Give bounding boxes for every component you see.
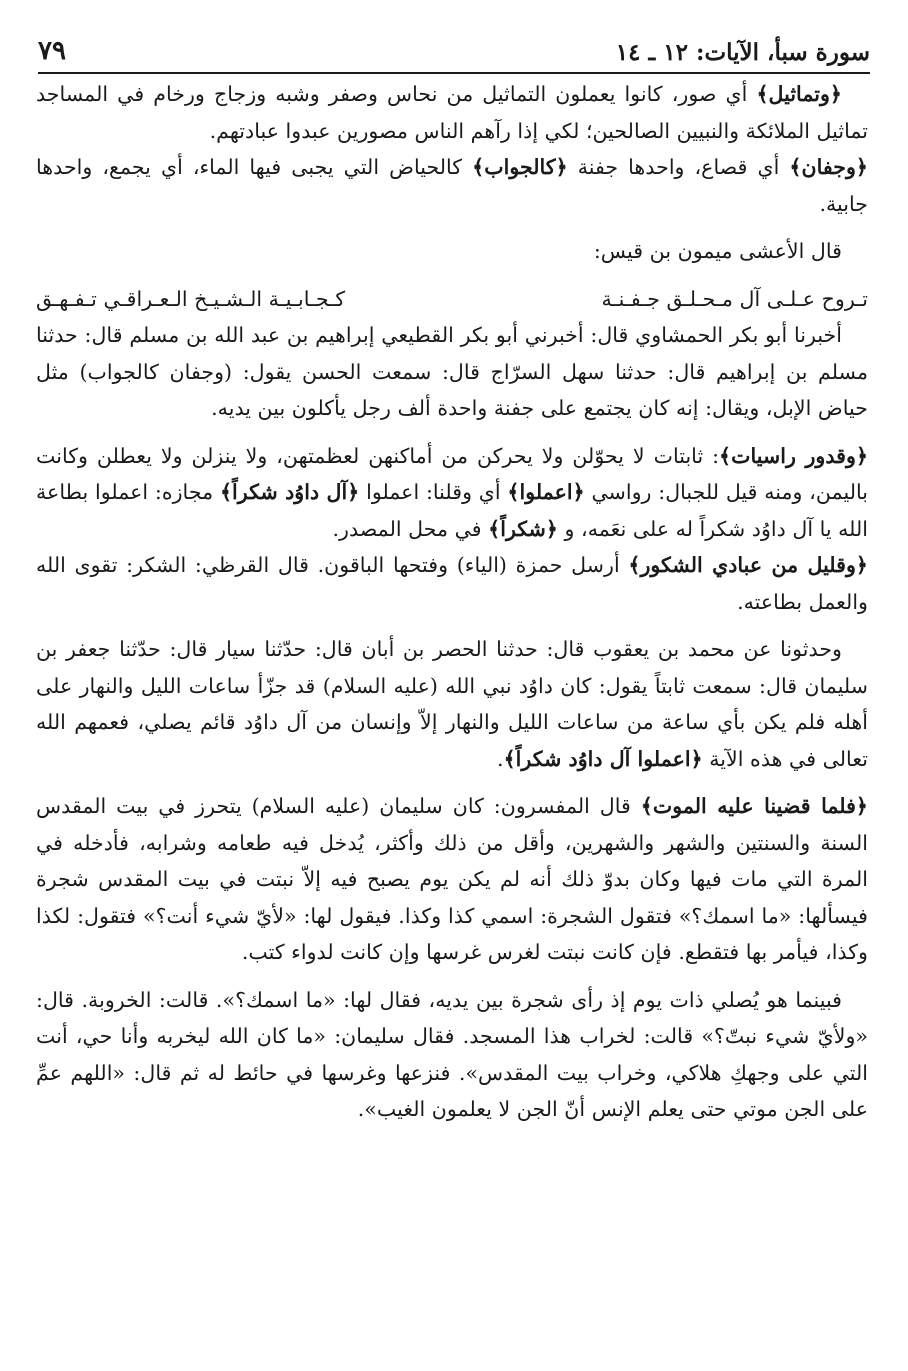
paragraph-text: أخبرنا أبو بكر الحمشاوي قال: أخبرني أبو بكر القطيعي إبراهيم بن عبد الله بن مسلم قال: حدثنا مسلم بن إبراهيم قال: حدثنا سهل السرّاج قال: سمعت الحسن يقول: (وجفان كالجواب) مثل حياض الإبل، ويقال: إنه كان يجتمع على جفنة واحدة ألف رجل يأكلون بين يديه. <box>36 323 868 420</box>
quran-quote: ﴿فلما قضينا عليه الموت﴾ <box>640 794 868 818</box>
paragraph <box>36 149 868 222</box>
paragraph <box>36 547 868 620</box>
quran-quote: ﴿وتماثيل﴾ <box>756 82 842 106</box>
page-body <box>36 76 868 1128</box>
paragraph-text: أي قصاع، واحدها جفنة <box>567 155 790 179</box>
paragraph <box>36 317 868 427</box>
paragraph-text: فبينما هو يُصلي ذات يوم إذ رأى شجرة بين يديه، فقال لها: «ما اسمك؟». قالت: الخروبة. قال: «ولأيّ شيء نبتّ؟» قالت: لخراب هذا المسجد. فقال سليمان: «ما كان الله ليخربه وأنا حي، أنت التي على وجهكِ هلاكي، وخراب بيت المقدس». فنزعها وغرسها في حائط له ثم قال: «اللهم عمِّ على الجن موتي حتى يعلم الإنس أنّ الجن لا يعلمون الغيب». <box>36 987 868 1121</box>
paragraph <box>36 982 868 1128</box>
commentary-block-2 <box>36 317 868 1128</box>
page-header <box>38 22 870 74</box>
quran-quote: ﴿آل داوُد شكراً﴾ <box>219 480 360 504</box>
quran-quote: ﴿شكراً﴾ <box>488 516 559 541</box>
paragraph-text: قال المفسرون: كان سليمان (عليه السلام) يتحرز في بيت المقدس السنة والسنتين والشهر والشهرين، وأقل من ذلك وأكثر، يُدخل فيه طعامه وشرابه، فأدخله في المرة التي مات فيها وكان بدوّ ذلك أنه لم يكن يوم يصبح فيه إلاّ نبتت في بيت المقدس شجرة فيسألها: «ما اسمك؟» فتقول الشجرة: اسمي كذا وكذا. فيقول لها: «لأيّ شيء أنت؟» فتقول: لكذا وكذا، فيأمر بها فتقطع. فإن كانت نبتت لغرس غرسها وإن كانت لدواء كتب. <box>36 794 868 964</box>
verse-second-hemistich: كـجـابـيـة الـشـيـخ الـعـراقـي تـفـهـق <box>36 286 346 311</box>
paragraph <box>36 788 868 971</box>
quran-quote: ﴿وقدور راسيات﴾ <box>719 443 869 468</box>
paragraph-text: مجازه: اعملوا بطاعة الله يا آل داوُد شكراً له على نعَمه، و <box>36 480 868 541</box>
paragraph <box>36 76 868 149</box>
quran-quote: ﴿كالجواب﴾ <box>472 155 568 179</box>
paragraph <box>36 233 868 270</box>
paragraph-text: قال الأعشى ميمون بن قيس: <box>593 239 842 263</box>
quran-quote: ﴿وجفان﴾ <box>789 155 868 179</box>
quran-quote: ﴿اعملوا﴾ <box>507 480 585 504</box>
paragraph <box>36 631 868 777</box>
quran-quote: ﴿اعملوا آل داوُد شكراً﴾ <box>503 746 703 771</box>
paragraph-text: . <box>497 746 504 771</box>
paragraph-text: وحدثونا عن محمد بن يعقوب قال: حدثنا الحصر بن أبان قال: حدّثنا سيار قال: حدّثنا جعفر بن سليمان قال: سمعت ثابتاً يقول: كان داوُد نبي الله (عليه السلام) قد جزّأ ساعات الليل والنهار على أهله فلم يكن بأي ساعة من ساعات الليل والنهار إلاّ وإنسان من آل داوُد قائم يصلي، فعمهم الله تعالى في هذه الآية <box>36 637 868 771</box>
paragraph-text: أي وقلنا: اعملوا <box>359 480 508 504</box>
paragraph-text: : ثابتات لا يحوّلن ولا يحركن من أماكنهن لعظمتهن، ولا ينزلن ولا يعطلن وكانت باليمن، ومنه قيل للجبال: رواسي <box>36 443 868 504</box>
paragraph-text: أي صور، كانوا يعملون التماثيل من نحاس وصفر وشبه وزجاج ورخام في المساجد تماثيل الملائكة والنبيين الصالحين؛ لكي إذا رآهم الناس مصورين عبدوا عبادتهم. <box>36 82 868 143</box>
quran-quote: ﴿وقليل من عبادي الشكور﴾ <box>628 553 868 577</box>
verse-first-hemistich: تـروح عـلـى آل مـحـلـق جـفـنـة <box>601 286 868 311</box>
paragraph <box>36 438 868 548</box>
running-head: سورة سبأ، الآيات: ١٢ ـ ١٤ <box>615 39 870 66</box>
paragraph-text: في محل المصدر. <box>332 516 489 541</box>
page-number: ٧٩ <box>38 36 66 66</box>
paragraph-text: كالحياض التي يجبى فيها الماء، أي يجمع، واحدها جابية. <box>36 155 868 216</box>
commentary-block-1 <box>36 76 868 270</box>
poetry-verse <box>36 281 868 318</box>
paragraph-text: أرسل حمزة (الياء) وفتحها الباقون. قال القرظي: الشكر: تقوى الله والعمل بطاعته. <box>36 553 868 614</box>
